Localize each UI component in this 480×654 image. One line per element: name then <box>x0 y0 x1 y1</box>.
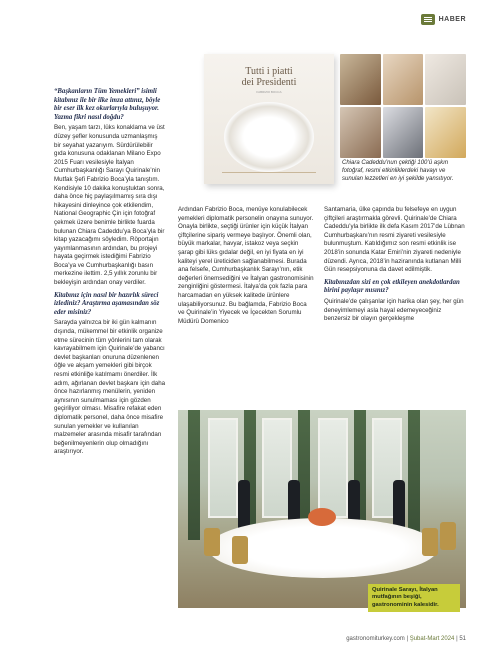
window <box>208 418 238 518</box>
right-paragraph-2: Quirinale’de çalışanlar için harika olan şey, her gün deneyimlemeyi asla hayal edemeyeceğiniz benzersiz bir olayın gerçekleşme <box>324 297 464 323</box>
news-icon <box>421 14 435 25</box>
chair <box>232 536 248 564</box>
section-header <box>421 14 466 25</box>
page-number: 51 <box>459 636 466 642</box>
chair <box>422 528 438 556</box>
photo-collage <box>340 54 466 158</box>
collage-photo <box>340 54 381 105</box>
curtain <box>188 410 200 540</box>
left-column <box>54 88 166 461</box>
window <box>318 418 348 518</box>
plate-illustration <box>224 102 314 172</box>
book-footer-line <box>222 172 316 178</box>
right-paragraph-1: Santamaria, ülke çapında bu felsefeye en uygun çiftçileri araştırmakla görevli. Quirinale’de Chiara Cadeddu’yla birlikte ilk defa Kasım 2017’de Lübnan Cumhurbaşkanı’nın resmi ziyareti vesilesiyle bulunmuştum. Katıldığımız son resmi etkinlik ise 2018’in sonunda Katar Emiri’nin ziyareti nedeniyle düzendi. Ayrıca, 2018’in haziranında kutlanan Milli Gün resepsiyonuna da davet edilmiştik. <box>324 206 465 274</box>
footer-site: gastronomiturkey.com <box>346 636 405 642</box>
question-1: “Başkanların Tüm Yemekleri” isimli kitabınız ile bir ilke imza attınız, böyle bir eser ilk kez okurlarıyla buluşuyor. Yazma fikri nasıl doğdu? <box>54 88 161 121</box>
collage-photo <box>425 54 466 105</box>
collage-caption: Chiara Cadeddu’nun çektiği 100’ü aşkın fotoğraf, resmi etkinliklerdeki havayı ve sunulan lezzetleri en iyi şekilde yansıtıyor. <box>342 160 454 182</box>
middle-paragraph: Ardından Fabrizio Boca, menüye konulabilecek yemekleri diplomatik personelin onayına sunuyor. Onayla birlikte, seçtiği ürünler için küçük İtalyan çiftçilerine sipariş vermeye başlıyor. Önemli olan, büyük markalar, havyar, istakoz veya seçkin şarap gibi lüks gıdalar değil, en iyi fiyata en iyi kaliteyi yerel üreticiden sağlanabilmesi. Burada ana felsefe, Cumhurbaşkanlık Sarayı’nın, etik değerleri önemsediğini ve İtalyan gastronomisinin zenginliğini göstermesi. İtalya’da çok fazla para harcamadan en yüksek kalitede ürünlere ulaşabiliyorsunuz. Bu bağlamda, Fabrizio Boca ve Quirinale’in Yiyecek ve İçecekten Sorumlu Müdürü Domenico <box>178 206 314 325</box>
collage-photo <box>340 107 381 158</box>
waiter <box>393 480 405 530</box>
middle-column <box>178 206 314 330</box>
answer-1: Ben, yaşam tarzı, lüks konaklama ve üst düzey şefler konusunda uzmanlaşmış bir seyahat yazarıyım. Sürdürülebilir gıda konusuna odaklanan Milano Expo 2015 Fuarı vesilesiyle İtalyan Cumhurbaşkanlığı Sarayı Quirinale’nin Mutfak Şefi Fabrizio Boca’yla tanıştım. Kendisiyle 10 dakika konuştuktan sonra, daha önce hiç paylaşılmamış sıra dışı hikayesini dinleyince çok etkilendim, National Geographic Çin için fotoğraf çekmek üzere benimle birlikte fuarda bulunan Chiara Cadeddu’ya Boca’yla bir kitap yazacağımı söyledim. Röportajın yayımlanmasının ardından, bu projeyi hayata geçirmek istediğimi Fabrizio Boca’ya ve Cumhurbaşkanlığı basın merkezine ilettim. 2,5 yıllık zorunlu bir bekleyişin ardından onay verdiler. <box>54 124 165 287</box>
collage-photo <box>383 54 424 105</box>
chair <box>440 522 456 550</box>
photo-caption: Quirinale Sarayı, İtalyan mutfağının beşiği, gastronominin kalesidir. <box>368 584 460 612</box>
page-footer <box>346 636 466 642</box>
book-author: FABRIZIO BOCCA <box>256 90 282 94</box>
curtain <box>408 410 420 540</box>
answer-2: Sarayda yalnızca bir iki gün kalmanın dışında, mükemmel bir etkinlik organize etme sürecinin tüm yönlerini tam olarak kavrayabilmem için Quirinale’de yabancı devlet başkanları onuruna düzenlenen öğle ve akşam yemekleri gibi birçok resmi etkinliğe katılmamı önerdiler. İlk adım, ağırlanan devlet başkanı için daha önce hazırlanmış menülerin, yeniden aynısının sunulmaması için gözden geçiriliyor olması. Misafire refakat eden diplomatik personel, daha önce misafire sunulan yemekler ve kullanılan malzemeler arasında misafir tarafından beğenilmeyenlerin olup olmadığını araştırıyor. <box>54 319 166 456</box>
book-title: Tutti i piatti dei Presidenti <box>241 66 297 88</box>
chair <box>204 528 220 556</box>
footer-issue: Şubat-Mart 2024 <box>409 636 455 642</box>
flower-arrangement <box>308 508 336 526</box>
question-3: Kitabınızdan sizi en çok etkileyen anekdotlardan birini paylaşır mısınız? <box>324 278 460 295</box>
waiter <box>238 480 250 530</box>
question-2: Kitabınız için nasıl bir hazırlık süreci izlediniz? Araştırma aşamasından söz eder misiniz? <box>54 291 160 316</box>
dining-room-photo <box>178 410 466 608</box>
collage-photo <box>425 107 466 158</box>
footer-separator-2: | <box>456 636 458 642</box>
right-column <box>324 206 466 328</box>
section-label: HABER <box>438 16 466 23</box>
book-cover-image <box>204 54 334 184</box>
footer-separator: | <box>406 636 409 642</box>
collage-photo <box>383 107 424 158</box>
